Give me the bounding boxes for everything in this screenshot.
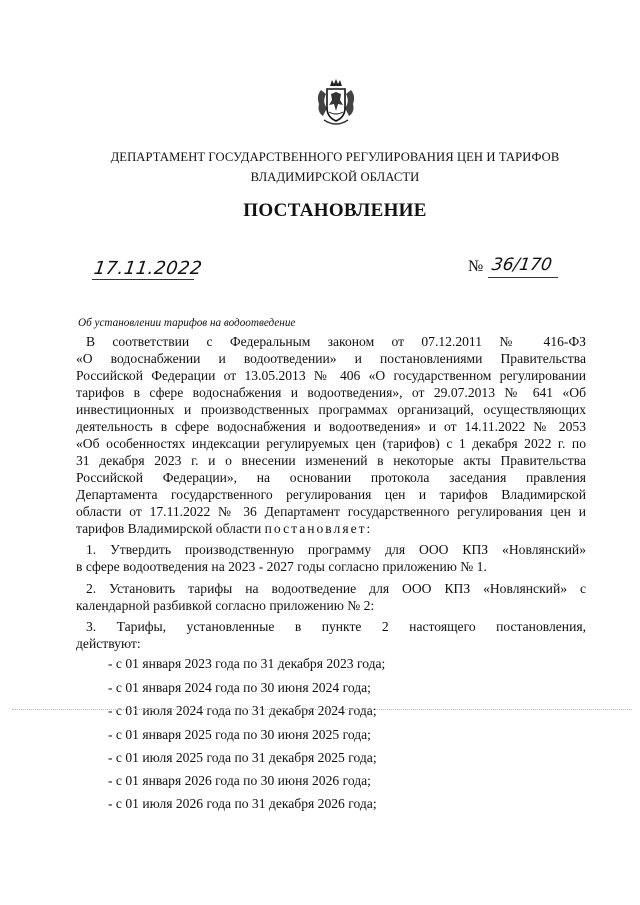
- clause-3-line: 3. Тарифы, установленные в пункте 2 настоящего постановления,: [86, 619, 586, 634]
- preamble-line: 31 декабря 2023 г. и о внесении изменений в некоторые акты Правительства: [76, 453, 586, 468]
- preamble-line: тарифов Владимирской области: [76, 521, 262, 536]
- preamble-line: Российской Федерации», на основании протокола заседания правления: [76, 470, 586, 485]
- document-number: 36/170: [490, 255, 554, 275]
- period-item: - с 01 июля 2026 года по 31 декабря 2026 года;: [108, 796, 377, 811]
- document-date: 17.11.2022: [92, 258, 204, 279]
- clause-2-line: 2. Установить тарифы на водоотведение для ООО КПЗ «Новлянский» с: [86, 581, 586, 596]
- department-name-line2: ВЛАДИМИРСКОЙ ОБЛАСТИ: [250, 170, 420, 184]
- coat-of-arms-icon: [314, 78, 358, 128]
- preamble-line: области от 17.11.2022 № 36 Департамент государственного регулирования цен и: [76, 504, 586, 519]
- clause-2-line: календарной разбивкой согласно приложению № 2:: [76, 598, 375, 613]
- number-underline: [488, 277, 558, 278]
- period-item: - с 01 июля 2025 года по 31 декабря 2025 года;: [108, 750, 377, 765]
- preamble-line: тарифов в сфере водоснабжения и водоотведения», от 29.07.2013 № 641 «Об: [76, 385, 586, 400]
- date-underline: [92, 279, 194, 280]
- document-type-title: ПОСТАНОВЛЕНИЕ: [243, 200, 427, 221]
- preamble-line: деятельность в сфере водоснабжения и водоотведения» и от 14.11.2022 № 2053: [76, 419, 586, 434]
- resolves-word: постановляет:: [264, 521, 373, 536]
- clause-1-line: в сфере водоотведения на 2023 - 2027 годы согласно приложению № 1.: [76, 559, 487, 574]
- period-item: - с 01 января 2024 года по 30 июня 2024 года;: [108, 680, 371, 695]
- scan-artifact-dotted-line: [12, 709, 632, 710]
- preamble-line: Департамента государственного регулирования цен и тарифов Владимирской: [76, 487, 586, 502]
- preamble-line: «О водоснабжении и водоотведении» и постановлениями Правительства: [76, 351, 586, 366]
- clause-3-line: действуют:: [76, 636, 141, 651]
- preamble-line: инвестиционных и производственных программах организаций, осуществляющих: [76, 402, 586, 417]
- clause-1-line: 1. Утвердить производственную программу для ООО КПЗ «Новлянский»: [86, 542, 586, 557]
- period-item: - с 01 января 2025 года по 30 июня 2025 года;: [108, 727, 371, 742]
- preamble-last-line: [76, 520, 586, 537]
- preamble-line: Российской Федерации от 13.05.2013 № 406 «О государственном регулировании: [76, 368, 586, 383]
- preamble-line: «Об особенностях индексации регулируемых цен (тарифов) с 1 декабря 2022 г. по: [76, 436, 586, 451]
- preamble-line: В соответствии с Федеральным законом от 07.12.2011 № 416-ФЗ: [86, 334, 586, 349]
- period-item: - с 01 июля 2024 года по 31 декабря 2024 года;: [108, 703, 377, 718]
- number-sign: №: [468, 258, 484, 275]
- department-name-line1: ДЕПАРТАМЕНТ ГОСУДАРСТВЕННОГО РЕГУЛИРОВАНИЯ ЦЕН И ТАРИФОВ: [110, 150, 560, 164]
- document-subject: Об установлении тарифов на водоотведение: [78, 317, 296, 329]
- period-item: - с 01 января 2023 года по 31 декабря 2023 года;: [108, 656, 386, 671]
- period-item: - с 01 января 2026 года по 30 июня 2026 года;: [108, 773, 371, 788]
